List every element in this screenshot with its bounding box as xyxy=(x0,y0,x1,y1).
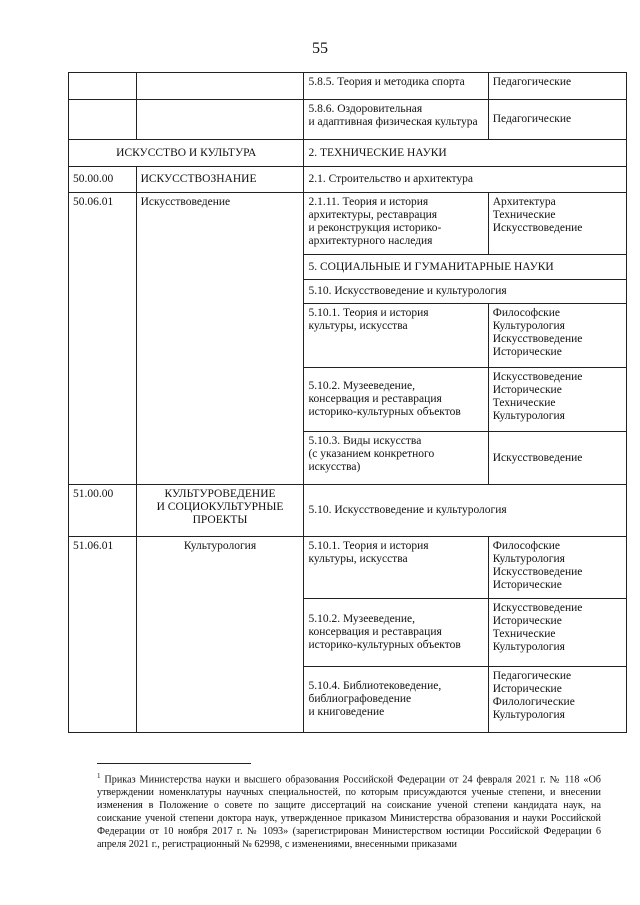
table-row xyxy=(69,537,627,599)
fields-cell xyxy=(488,537,626,599)
specialty-cell xyxy=(304,304,488,368)
field-item: Искусствоведение xyxy=(492,333,583,345)
field-item: Искусствоведение xyxy=(492,371,583,383)
specialty-line: 2.1.11. Теория и история xyxy=(308,196,429,208)
specialty-line: и адаптивная физическая культура xyxy=(308,116,478,128)
name-cell xyxy=(136,73,304,100)
group-cell: 2.1. Строительство и архитектура xyxy=(304,167,627,193)
specialty-line: культуры, искусства xyxy=(308,553,408,565)
field-item: Педагогические xyxy=(492,113,572,125)
specialty-line: и книговедение xyxy=(308,706,385,718)
code-cell: 50.00.00 xyxy=(69,167,137,193)
code-cell: 51.06.01 xyxy=(69,537,137,733)
field-item: Искусствоведение xyxy=(492,566,583,578)
field-item: Искусствоведение xyxy=(492,222,583,234)
specialty-cell xyxy=(304,73,488,100)
specialty-line: искусства) xyxy=(308,461,361,473)
fields-cell xyxy=(488,599,626,667)
code-cell: 51.00.00 xyxy=(69,485,137,537)
page-number: 55 xyxy=(312,40,328,57)
field-item: Философские xyxy=(492,540,561,552)
specialty-line: историко-культурных объектов xyxy=(308,639,461,651)
name-cell xyxy=(136,100,304,140)
field-item: Философские xyxy=(492,307,561,319)
specialty-line: консервация и реставрация xyxy=(308,626,442,638)
fields-cell xyxy=(488,368,626,432)
field-item: Технические xyxy=(492,397,556,409)
table-row xyxy=(69,485,627,537)
specialty-cell xyxy=(304,599,488,667)
table-row xyxy=(69,167,627,193)
field-item: Педагогические xyxy=(492,76,572,88)
fields-cell xyxy=(488,304,626,368)
specialty-line: 5.10.2. Музееведение, xyxy=(308,380,415,392)
specialty-cell xyxy=(304,368,488,432)
specialty-line: 5.10.2. Музееведение, xyxy=(308,613,415,625)
specialty-line: историко-культурных объектов xyxy=(308,406,461,418)
table-row xyxy=(69,73,627,100)
fields-cell xyxy=(488,100,626,140)
specialty-line: архитектуры, реставрация xyxy=(308,209,438,221)
field-item: Культурология xyxy=(492,410,565,422)
footnote-divider xyxy=(97,763,251,764)
field-item: Педагогические xyxy=(492,670,572,682)
code-cell xyxy=(69,73,137,100)
specialty-line: и реконструкция историко- xyxy=(308,222,442,234)
specialty-line: 5.8.6. Оздоровительная xyxy=(308,103,423,115)
name-line: КУЛЬТУРОВЕДЕНИЕ xyxy=(164,488,276,500)
specialty-cell xyxy=(304,100,488,140)
name-cell: Культурология xyxy=(136,537,304,733)
fields-cell xyxy=(488,432,626,485)
field-item: Культурология xyxy=(492,641,565,653)
name-cell: ИСКУССТВОЗНАНИЕ xyxy=(136,167,304,193)
specialty-line: 5.10.3. Виды искусства xyxy=(308,435,422,447)
name-cell xyxy=(136,485,304,537)
field-item: Культурология xyxy=(492,709,565,721)
specialty-line: 5.10.4. Библиотековедение, xyxy=(308,680,442,692)
field-item: Исторические xyxy=(492,346,562,358)
name-line: И СОЦИОКУЛЬТУРНЫЕ xyxy=(156,501,284,513)
code-cell: 50.06.01 xyxy=(69,193,137,485)
specialty-correspondence-table xyxy=(68,72,627,733)
field-item: Культурология xyxy=(492,553,565,565)
section-heading-right: 5. СОЦИАЛЬНЫЕ И ГУМАНИТАРНЫЕ НАУКИ xyxy=(304,255,627,280)
fields-cell xyxy=(488,73,626,100)
specialty-cell xyxy=(304,537,488,599)
field-item: Искусствоведение xyxy=(492,451,583,464)
footnote-marker: 1 xyxy=(97,772,101,780)
section-row xyxy=(69,140,627,167)
fields-cell xyxy=(488,667,626,733)
group-cell: 5.10. Искусствоведение и культурология xyxy=(304,485,627,537)
specialty-line: (с указанием конкретного xyxy=(308,448,435,460)
specialty-cell xyxy=(304,432,488,485)
specialty-line: культуры, искусства xyxy=(308,320,408,332)
field-item: Исторические xyxy=(492,579,562,591)
specialty-line: 5.10.1. Теория и история xyxy=(308,307,429,319)
section-heading-left: ИСКУССТВО И КУЛЬТУРА xyxy=(69,140,304,167)
specialty-line: 5.10.1. Теория и история xyxy=(308,540,429,552)
field-item: Исторические xyxy=(492,615,562,627)
table-row xyxy=(69,100,627,140)
group-cell: 5.10. Искусствоведение и культурология xyxy=(304,280,627,304)
field-item: Исторические xyxy=(492,683,562,695)
field-item: Филологические xyxy=(492,696,575,708)
field-item: Культурология xyxy=(492,320,565,332)
specialty-cell xyxy=(304,667,488,733)
footnote xyxy=(97,770,601,851)
code-cell xyxy=(69,100,137,140)
specialty-line: консервация и реставрация xyxy=(308,393,442,405)
specialty-text: 5.8.5. Теория и методика спорта xyxy=(308,76,465,88)
fields-cell xyxy=(488,193,626,255)
field-item: Архитектура xyxy=(492,196,556,208)
field-item: Технические xyxy=(492,209,556,221)
field-item: Исторические xyxy=(492,384,562,396)
footnote-text: Приказ Министерства науки и высшего образования Российской Федерации от 24 февраля 2021 г. № 118 «Об утверждении номенклатуры научных специальностей, по которым присуждаются ученые степени, и внесении изменения в Положение о совете по защите диссертаций на соискание ученой степени кандидата наук, на соискание ученой степени доктора наук, утвержденное приказом Министерства образования и науки Российской Федерации от 10 ноября 2017 г. № 1093» (зарегистрирован Министерством юстиции Российской Федерации 6 апреля 2021 г., регистрационный № 62998, с изменениями, внесенными приказами xyxy=(97,774,601,851)
field-item: Искусствоведение xyxy=(492,602,583,614)
section-heading-right: 2. ТЕХНИЧЕСКИЕ НАУКИ xyxy=(304,140,627,167)
name-line: ПРОЕКТЫ xyxy=(192,514,248,526)
name-cell: Искусствоведение xyxy=(136,193,304,485)
specialty-cell xyxy=(304,193,488,255)
specialty-line: архитектурного наследия xyxy=(308,235,433,247)
table-row xyxy=(69,193,627,255)
field-item: Технические xyxy=(492,628,556,640)
specialty-line: библиографоведение xyxy=(308,693,412,705)
